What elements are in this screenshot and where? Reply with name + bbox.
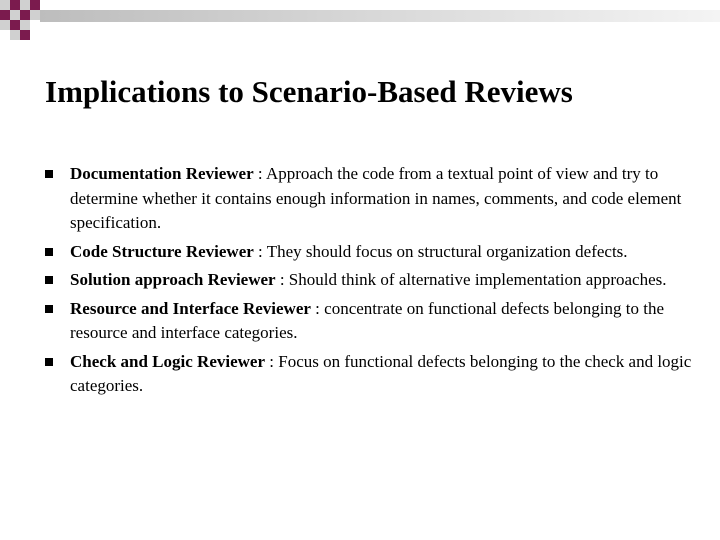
bullet-item [45,350,695,399]
bullet-text: : Should think of alternative implementation approaches. [275,270,667,289]
square-bullet-icon [45,276,53,284]
square-bullet-icon [45,248,53,256]
bullet-text: : They should focus on structural organization defects. [253,241,628,261]
bullet-item [45,240,695,265]
bullet-text: : Approach the code from a textual point of view and try to determine whether it contains enough information in names, comments, and code element specification. [70,164,682,232]
bullet-item [45,162,695,236]
bullet-list [45,162,695,403]
bullet-item [45,297,695,346]
square-bullet-icon [45,358,53,366]
header-decoration [0,0,720,48]
bullet-term: Solution approach Reviewer [70,270,276,289]
bullet-text: : Focus on functional defects belonging to the check and logic categories. [70,351,692,395]
bullet-term: Resource and Interface Reviewer [70,298,311,318]
square-bullet-icon [45,170,53,178]
bullet-text: : concentrate on functional defects belonging to the resource and interface categories. [70,298,665,342]
bullet-item [45,268,695,293]
square-bullet-icon [45,305,53,313]
slide-title: Implications to Scenario-Based Reviews [45,74,573,109]
bullet-term: Code Structure Reviewer [70,241,254,261]
bullet-term: Documentation Reviewer [70,164,254,183]
bullet-term: Check and Logic Reviewer [70,351,266,371]
